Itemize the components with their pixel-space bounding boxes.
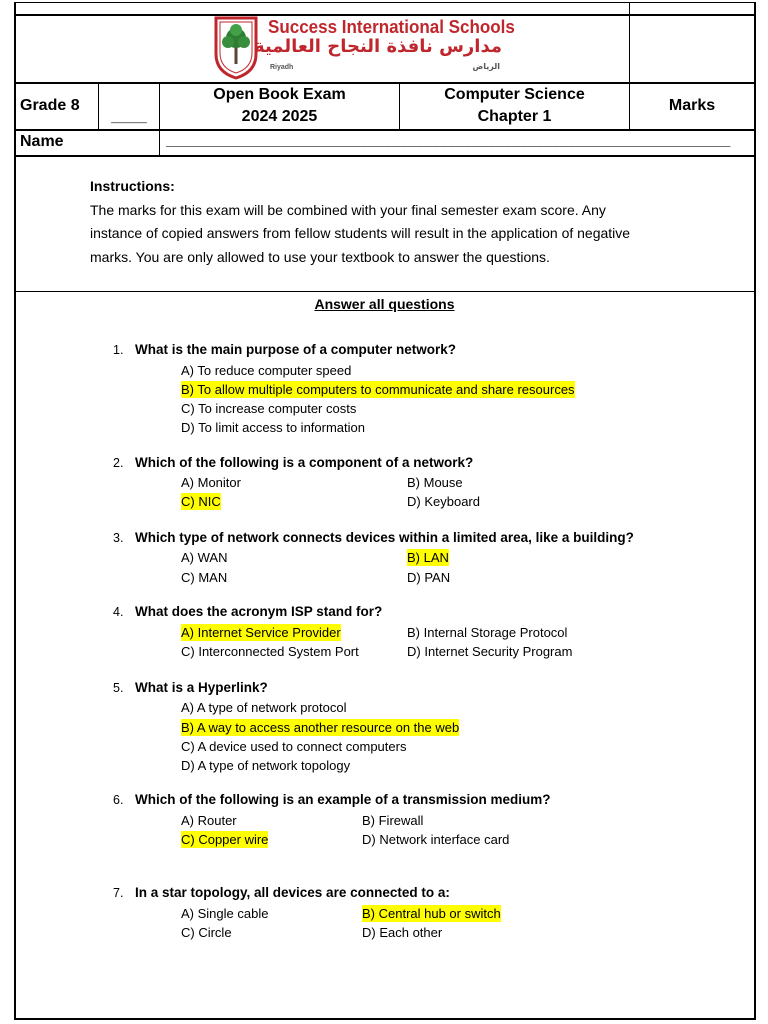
question-text: Which of the following is an example of a transmission medium? [135,792,551,807]
option-6d[interactable]: D) Network interface card [362,832,510,847]
question-3: 3. Which type of network connects devices within a limited area, like a building? [113,530,634,545]
option-2c[interactable]: C) NIC [181,494,221,509]
school-city-en: Riyadh [270,64,294,71]
grade-blank[interactable]: ____ [111,108,147,125]
option-7c[interactable]: C) Circle [181,925,232,940]
option-2b[interactable]: B) Mouse [407,475,463,490]
question-text: What is the main purpose of a computer network? [135,342,457,357]
instructions-line-3: marks. You are only allowed to use your textbook to answer the questions. [90,249,550,265]
option-4c[interactable]: C) Interconnected System Port [181,644,359,659]
subject-title: Computer Science [444,86,585,103]
option-5d[interactable]: D) A type of network topology [181,758,351,773]
option-5b[interactable]: B) A way to access another resource on the web [181,720,460,735]
option-5a[interactable]: A) A type of network protocol [181,700,347,715]
school-name-en: Success International Schools [268,16,515,37]
question-6: 6. Which of the following is an example of a transmission medium? [113,792,551,807]
question-text: What does the acronym ISP stand for? [135,604,383,619]
instructions-line-2: instance of copied answers from fellow students will result in the application of negative [90,225,631,241]
option-3a[interactable]: A) WAN [181,550,228,565]
option-4b[interactable]: B) Internal Storage Protocol [407,625,568,640]
question-text: Which type of network connects devices within a limited area, like a building? [135,530,634,545]
option-5c[interactable]: C) A device used to connect computers [181,739,407,754]
marks-label: Marks [668,97,716,114]
question-5: 5. What is a Hyperlink? [113,680,268,695]
option-7a[interactable]: A) Single cable [181,906,269,921]
question-text: Which of the following is a component of a network? [135,455,474,470]
question-7: 7. In a star topology, all devices are connected to a: [113,885,450,900]
option-1b[interactable]: B) To allow multiple computers to communicate and share resources [181,382,575,397]
chapter-title: Chapter 1 [477,108,552,125]
section-title: Answer all questions [314,296,455,312]
option-3c[interactable]: C) MAN [181,570,228,585]
instructions-title: Instructions: [90,178,175,194]
question-1: 1. What is the main purpose of a computer network? [113,342,457,357]
option-3d[interactable]: D) PAN [407,570,451,585]
name-field[interactable]: _______________________________________________________________________ [166,132,730,149]
option-6c[interactable]: C) Copper wire [181,832,269,847]
option-1d[interactable]: D) To limit access to information [181,420,365,435]
exam-year: 2024 2025 [241,108,318,125]
question-2: 2. Which of the following is a component of a network? [113,455,474,470]
instructions-line-1: The marks for this exam will be combined with your final semester exam score. Any [90,202,606,218]
school-city-ar: الرياض [472,62,500,71]
option-1a[interactable]: A) To reduce computer speed [181,363,352,378]
option-7b[interactable]: B) Central hub or switch [362,906,501,921]
option-4a[interactable]: A) Internet Service Provider [181,625,341,640]
question-text: In a star topology, all devices are connected to a: [135,885,450,900]
name-label: Name [20,133,64,150]
exam-type: Open Book Exam [213,86,346,103]
option-2a[interactable]: A) Monitor [181,475,241,490]
option-4d[interactable]: D) Internet Security Program [407,644,573,659]
question-text: What is a Hyperlink? [135,680,268,695]
option-2d[interactable]: D) Keyboard [407,494,480,509]
school-name-ar: مدارس نافذة النجاح العالمية [254,36,502,57]
option-7d[interactable]: D) Each other [362,925,443,940]
grade-label: Grade 8 [20,97,80,114]
option-6a[interactable]: A) Router [181,813,237,828]
option-6b[interactable]: B) Firewall [362,813,424,828]
option-3b[interactable]: B) LAN [407,550,449,565]
option-1c[interactable]: C) To increase computer costs [181,401,357,416]
question-4: 4. What does the acronym ISP stand for? [113,604,383,619]
